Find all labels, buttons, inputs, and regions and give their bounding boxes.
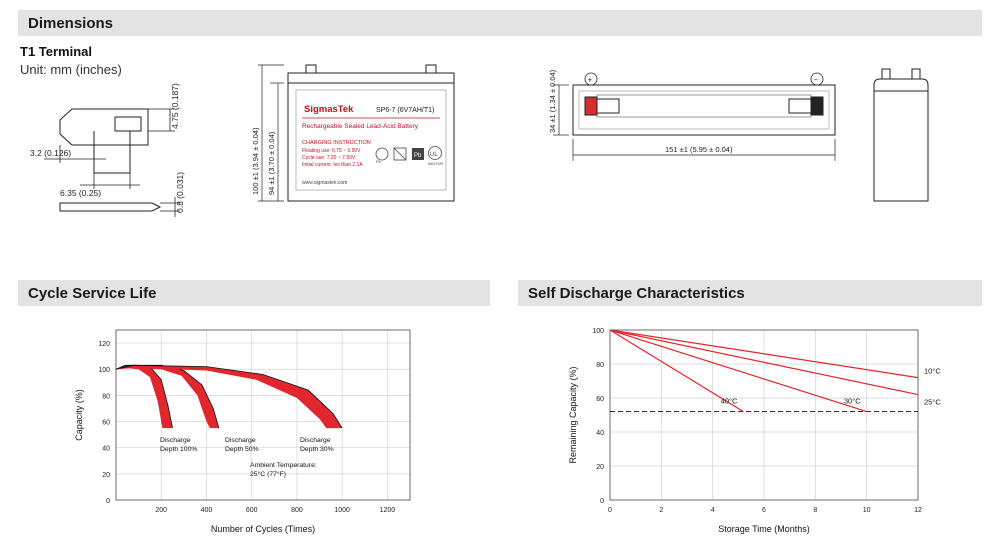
cycle-annotation-3: Ambient Temperature: — [250, 462, 317, 469]
battery-front-view — [240, 50, 520, 250]
section-title-dimensions: Dimensions — [28, 14, 114, 32]
charging-line-1: Floating use: 6.75 ~ 6.90V — [302, 148, 361, 154]
mark-pb-small: Pb — [376, 159, 381, 164]
selfdis-xtick: 10 — [862, 507, 871, 514]
selfdis-ytick: 100 — [592, 328, 604, 335]
selfdis-ytick: 0 — [600, 498, 604, 505]
selfdis-curve-30°C — [610, 330, 867, 412]
cycle-ytick: 60 — [102, 419, 110, 427]
self-discharge-chart — [518, 312, 982, 547]
battery-end-view — [860, 55, 970, 235]
charging-title: CHARGING INSTRUCTION — [302, 140, 371, 146]
cycle-annotation-1: Depth 50% — [225, 446, 259, 453]
cycle-annotation-3: 25°C (77°F) — [250, 471, 287, 478]
selfdis-ytick: 80 — [596, 362, 604, 369]
section-header-dimensions — [18, 10, 982, 36]
selfdis-series-label-40°C: 40°C — [720, 396, 738, 406]
battery-subtitle: Rechargeable Sealed Lead-Acid Battery — [302, 123, 418, 130]
terminal-negative-symbol: − — [813, 75, 819, 85]
charging-line-3: Initial current: les than 2.1A — [302, 162, 363, 168]
cycle-ytick: 20 — [102, 471, 110, 479]
cycle-xlabel: Number of Cycles (Times) — [210, 524, 316, 534]
cycle-annotation-2: Depth 30% — [300, 446, 334, 453]
charging-line-2: Cycle use: 7.20 ~ 7.50V — [302, 155, 356, 161]
cycle-xtick: 400 — [200, 507, 213, 514]
cycle-annotation-0: Depth 100% — [160, 446, 198, 453]
cycle-xtick: 600 — [245, 507, 258, 514]
cycle-annotation-1: Discharge — [225, 437, 256, 444]
selfdis-ylabel: Remaining Capacity (%) — [568, 366, 578, 464]
battery-brand: SigmasTek — [304, 104, 354, 115]
selfdis-ytick: 40 — [596, 430, 604, 437]
terminal-positive-symbol: + — [587, 75, 593, 85]
cycle-xtick: 1200 — [379, 507, 396, 514]
terminal-dim-thickness: 3.2 (0.126) — [30, 148, 72, 158]
cycle-ytick: 80 — [102, 393, 110, 401]
t1-unit-label: Unit: mm (inches) — [20, 62, 122, 77]
selfdis-xtick: 4 — [710, 507, 715, 514]
selfdis-xlabel: Storage Time (Months) — [718, 524, 810, 534]
cycle-xtick: 200 — [155, 507, 168, 514]
mark-pb-label: Pb — [414, 153, 422, 159]
section-header-self-discharge — [518, 280, 982, 306]
cycle-band-0 — [116, 365, 173, 428]
battery-website: www.sigmastek.com — [302, 180, 348, 186]
mark-file-label: MH47929 — [428, 162, 444, 166]
t1-terminal-title: T1 Terminal — [20, 44, 93, 59]
terminal-dim-height: 4.75 (0.187) — [170, 83, 180, 129]
mark-ul-label: UL — [430, 152, 438, 158]
battery-case-height-dim: 94 ±1 (3.70 ± 0.04) — [267, 131, 276, 195]
cycle-ytick: 100 — [98, 367, 110, 375]
svg-text:0: 0 — [106, 498, 110, 505]
section-title-self-discharge: Self Discharge Characteristics — [528, 284, 745, 302]
selfdis-xtick: 2 — [659, 507, 664, 514]
selfdis-series-label-30°C: 30°C — [843, 396, 861, 406]
battery-length-dim: 151 ±1 (5.95 ± 0.04) — [665, 145, 733, 154]
cycle-service-life-chart — [18, 312, 490, 547]
cycle-xtick: 1000 — [334, 507, 350, 514]
terminal-dim-width: 6.35 (0.25) — [60, 188, 102, 198]
cycle-ylabel: Capacity (%) — [74, 389, 84, 441]
terminal-dim-plate: 0.8 (0.031) — [175, 171, 185, 213]
cycle-annotation-0: Discharge — [160, 437, 191, 444]
section-header-cycle-service-life — [18, 280, 490, 306]
selfdis-series-label-25°C: 25°C — [924, 397, 941, 407]
cycle-ytick: 120 — [98, 341, 110, 349]
selfdis-xtick: 12 — [914, 507, 922, 514]
battery-depth-dim: 34 ±1 (1.34 ± 0.04) — [548, 69, 557, 133]
cycle-annotation-2: Discharge — [300, 437, 331, 444]
selfdis-series-label-10°C: 10°C — [924, 366, 941, 376]
terminal-drawing — [20, 85, 220, 260]
battery-top-view — [545, 55, 865, 235]
selfdis-xtick: 8 — [813, 507, 818, 514]
cycle-ytick: 40 — [102, 445, 110, 453]
cycle-xtick: 800 — [291, 507, 303, 514]
battery-model: SP6-7 (6V7AH/T1) — [376, 107, 435, 114]
section-title-cycle: Cycle Service Life — [28, 284, 157, 302]
selfdis-xtick: 6 — [762, 507, 766, 514]
battery-total-height-dim: 100 ±1 (3.94 ± 0.04) — [251, 127, 260, 195]
selfdis-xtick: 0 — [608, 507, 612, 514]
selfdis-ytick: 60 — [596, 396, 604, 403]
certification-marks — [376, 147, 443, 167]
selfdis-ytick: 20 — [596, 464, 604, 471]
